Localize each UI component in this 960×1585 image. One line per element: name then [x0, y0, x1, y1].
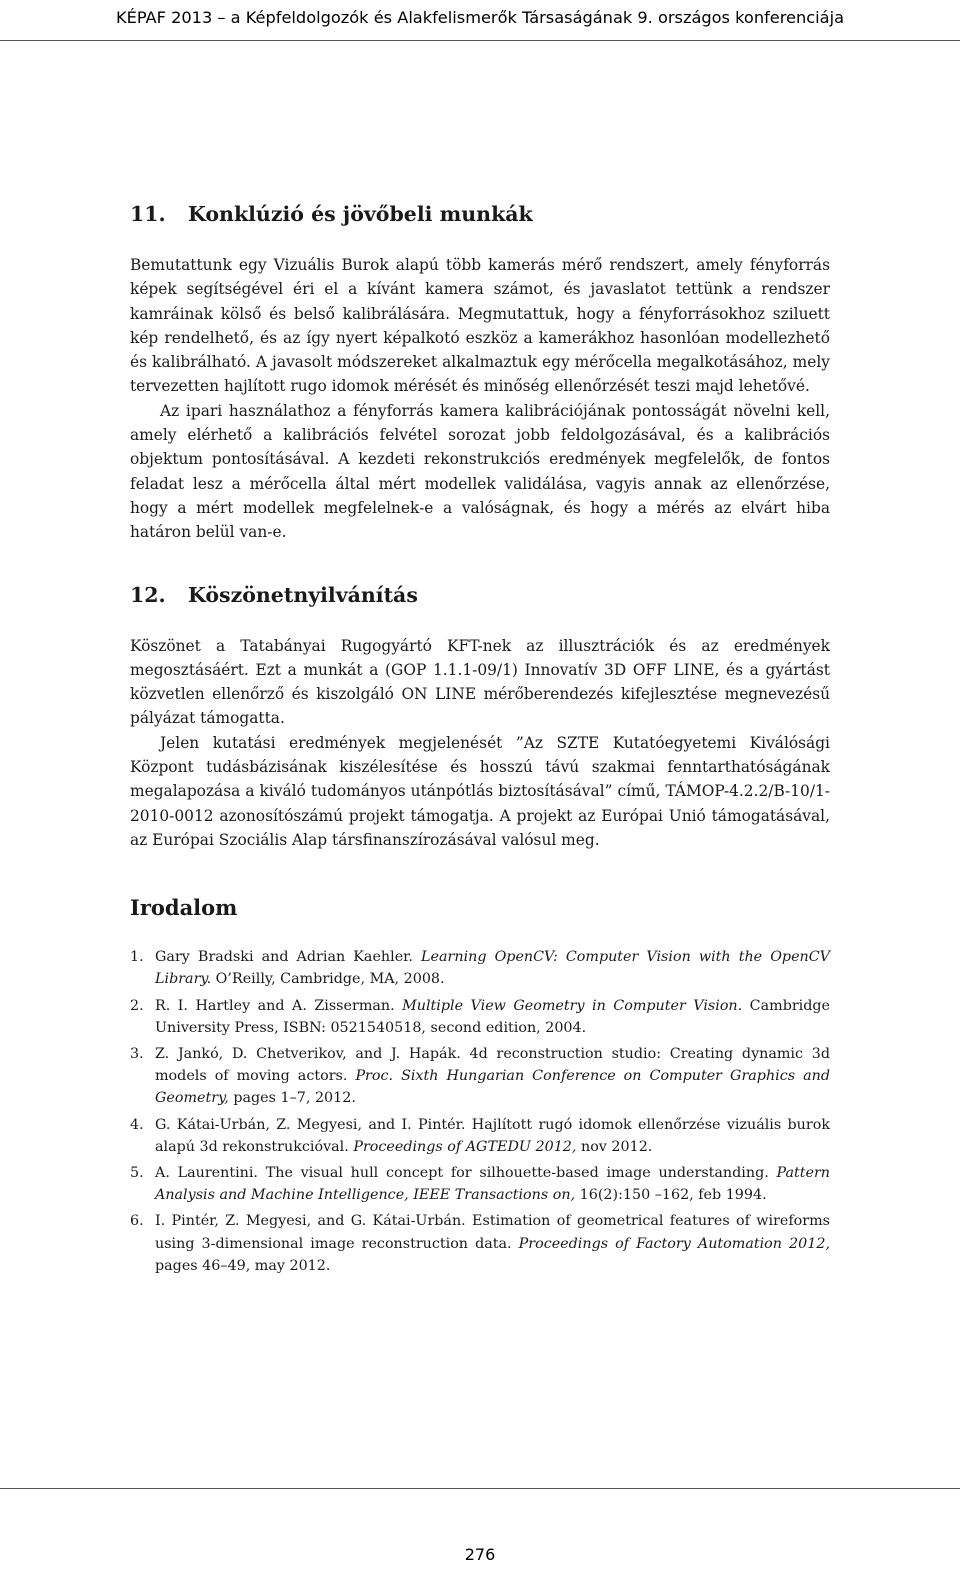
reference-number: 3.: [130, 1046, 144, 1063]
paragraph: Bemutattunk egy Vizuális Burok alapú több kamerás mérő rendszert, amely fényforrás képek segítségével éri el a kívánt kamera számot, és javaslatot tettünk a rendszer kamráinak kölső és belső kalibrálására. Megmutattuk, hogy a fényforrásokhoz sziluett kép rendelhető, és az így nyert képalkotó eszköz a kamerákhoz hasonlóan modellezhető és kalibrálható. A javasolt módszereket alkalmaztuk egy mérőcella megalkotásához, mely tervezetten hajlított rugo idomok mérését és minőség ellenőrzését teszi majd lehetővé.: [130, 256, 830, 396]
reference-venue: Proc. Sixth Hungarian Conference on Computer Graphics and Geometry,: [155, 1068, 830, 1107]
section-title: Köszönetnyilvánítás: [188, 582, 418, 607]
page-content: [130, 190, 830, 1281]
reference-authors: R. I. Hartley and A. Zisserman.: [155, 997, 403, 1014]
reference-details: 16(2):150 –162, feb 1994.: [575, 1187, 767, 1204]
paragraph: Jelen kutatási eredmények megjelenését ”Az SZTE Kutatóegyetemi Kiválósági Központ tudásbázisának kiszélesítése és hosszú távú szakmai fenntarthatóságának megalapozása a kiváló tudományos utánpótlás biztosításával” című, TÁMOP-4.2.2/B-10/1-2010-0012 azonosítószámú projekt támogatja. A projekt az Európai Unió támogatásával, az Európai Szociális Alap társfinanszírozásával valósul meg.: [130, 733, 830, 849]
reference-title: Multiple View Geometry in Computer Vision.: [402, 997, 743, 1014]
reference-details: pages 1–7, 2012.: [228, 1090, 356, 1107]
reference-authors: A. Laurentini. The visual hull concept for silhouette-based image understanding.: [155, 1165, 777, 1182]
page-number: 276: [464, 1545, 496, 1564]
reference-details: nov 2012.: [576, 1138, 653, 1155]
reference-number: 2.: [130, 997, 144, 1014]
references-heading: Irodalom: [130, 895, 238, 921]
section-heading-conclusion: [130, 200, 830, 228]
reference-venue: Proceedings of Factory Automation 2012,: [518, 1235, 830, 1252]
paragraph: Az ipari használathoz a fényforrás kamera kalibrációjának pontosságát növelni kell, amely elérhető a kalibrációs felvétel sorozat jobb feldolgozásával, és a kalibrációs objektum pontosításával. A kezdeti rekonstrukciós eredmények megfelelők, de fontos feladat lesz a mérőcella által mért modellek validálása, vagyis annak az ellenőrzése, hogy a mért modellek megfelelnek-e a valóságnak, és hogy a mérés az elvárt hiba határon belül van-e.: [130, 401, 830, 542]
reference-item: [130, 1043, 830, 1110]
header-rule: [0, 40, 960, 41]
reference-item: [130, 995, 830, 1039]
reference-number: 6.: [130, 1213, 144, 1230]
reference-item: [130, 1162, 830, 1206]
reference-title: Learning OpenCV: Computer Vision with the OpenCV Library.: [155, 949, 830, 988]
reference-list: [130, 946, 830, 1277]
section-heading-acknowledgement: [130, 581, 830, 609]
section-number: 11.: [130, 202, 166, 226]
section-number: 12.: [130, 582, 166, 607]
reference-details: Cambridge University Press, ISBN: 0521540518, second edition, 2004.: [155, 997, 831, 1036]
footer-rule: [0, 1488, 960, 1489]
reference-details: pages 46–49, may 2012.: [155, 1257, 331, 1274]
reference-item: [130, 1114, 830, 1158]
section-title: Konklúzió és jövőbeli munkák: [188, 202, 533, 226]
reference-venue: Pattern Analysis and Machine Intelligence, IEEE Transactions on,: [155, 1165, 830, 1204]
reference-authors: I. Pintér, Z. Megyesi, and G. Kátai-Urbán. Estimation of geometrical features of wireforms using 3-dimensional image reconstruction data.: [155, 1213, 830, 1252]
running-header: KÉPAF 2013 – a Képfeldolgozók és Alakfelismerők Társaságának 9. országos konferenciája: [115, 8, 845, 27]
reference-number: 1.: [130, 949, 144, 966]
reference-venue: Proceedings of AGTEDU 2012,: [353, 1138, 577, 1155]
reference-number: 5.: [130, 1165, 144, 1182]
reference-authors: Gary Bradski and Adrian Kaehler.: [155, 949, 422, 966]
reference-details: O’Reilly, Cambridge, MA, 2008.: [211, 971, 445, 988]
reference-number: 4.: [130, 1116, 144, 1133]
paragraph: Köszönet a Tatabányai Rugogyártó KFT-nek az illusztrációk és az eredmények megosztásáért. Ezt a munkát a (GOP 1.1.1-09/1) Innovatív 3D OFF LINE, és a gyártást közvetlen ellenőrző és kiszolgáló ON LINE mérőberendezés kifejlesztése megnevezésű pályázat támogatta.: [130, 636, 830, 728]
reference-item: [130, 946, 830, 990]
reference-authors: Z. Jankó, D. Chetverikov, and J. Hapák. 4d reconstruction studio: Creating dynamic 3d models of moving actors.: [155, 1046, 830, 1085]
reference-authors: G. Kátai-Urbán, Z. Megyesi, and I. Pintér. Hajlított rugó idomok ellenőrzése vizuális burok alapú 3d rekonstrukcióval.: [155, 1116, 830, 1155]
reference-item: [130, 1210, 830, 1277]
